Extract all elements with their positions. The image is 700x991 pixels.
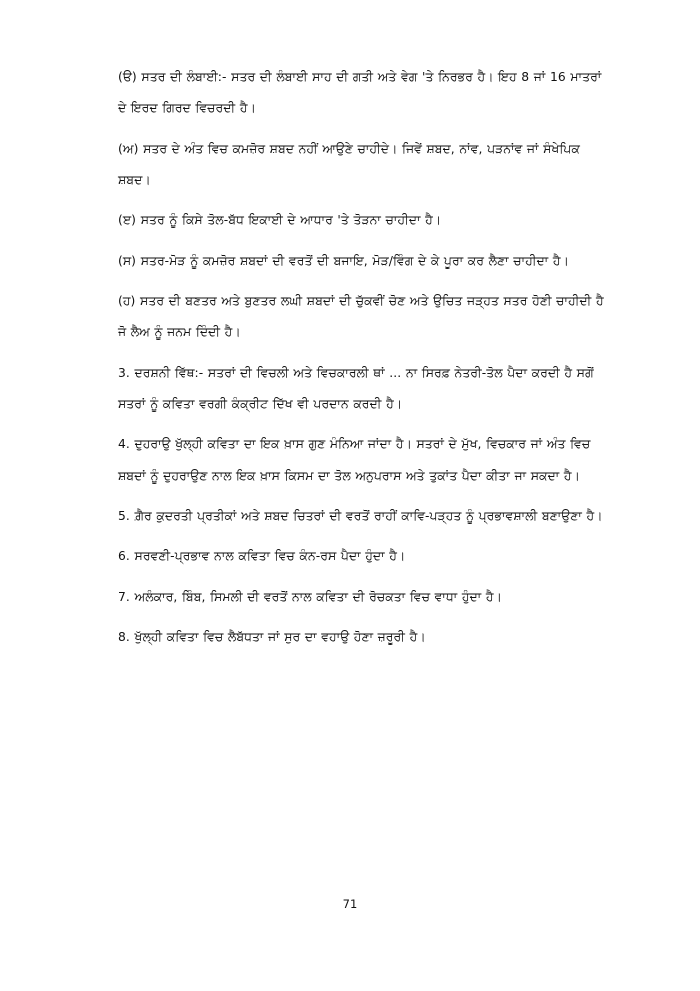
paragraph: (ੳ) ਸਤਰ ਦੀ ਲੰਬਾਈ:- ਸਤਰ ਦੀ ਲੰਬਾਈ ਸਾਹ ਦੀ ਗਤੀ ਅਤੇ ਵੇਗ 'ਤੇ ਨਿਰਭਰ ਹੈ। ਇਹ 8 ਜਾਂ 16 ਮਾਤਰਾਂ ਦੇ ਇਰਦ ਗਿਰਦ ਵਿਚਰਦੀ ਹੈ। [118, 70, 602, 116]
paragraph: (ਅ) ਸਤਰ ਦੇ ਅੰਤ ਵਿਚ ਕਮਜ਼ੋਰ ਸ਼ਬਦ ਨਹੀਂ ਆਉਣੇ ਚਾਹੀਦੇ। ਜਿਵੇਂ ਸ਼ਬਦ, ਨਾਂਵ, ਪੜਨਾਂਵ ਜਾਂ ਸੰਖੇਪਿਕ ਸ਼ਬਦ। [118, 141, 580, 188]
page-number: 71 [342, 897, 358, 911]
paragraph: 7. ਅਲੰਕਾਰ, ਬਿੰਬ, ਸਿਮਲੀ ਦੀ ਵਰਤੋਂ ਨਾਲ ਕਵਿਤਾ ਦੀ ਰੋਚਕਤਾ ਵਿਚ ਵਾਧਾ ਹੁੰਦਾ ਹੈ। [118, 589, 502, 604]
paragraph: 5. ਗ਼ੈਰ ਕੁਦਰਤੀ ਪ੍ਰਤੀਕਾਂ ਅਤੇ ਸ਼ਬਦ ਚਿਤਰਾਂ ਦੀ ਵਰਤੋਂ ਰਾਹੀਂ ਕਾਵਿ-ਪੜ੍ਹਤ ਨੂੰ ਪ੍ਰਭਾਵਸ਼ਾਲੀ ਬਣਾਉਣਾ ਹੈ। [118, 509, 603, 524]
paragraph: (ੲ) ਸਤਰ ਨੂੰ ਕਿਸੇ ਤੋਲ-ਬੱਧ ਇਕਾਈ ਦੇ ਆਧਾਰ 'ਤੇ ਤੋੜਨਾ ਚਾਹੀਦਾ ਹੈ। [118, 213, 442, 228]
paragraph: (ਹ) ਸਤਰ ਦੀ ਬਣਤਰ ਅਤੇ ਬੁਣਤਰ ਲਘੀ ਸ਼ਬਦਾਂ ਦੀ ਚੁੱਕਵੀਂ ਚੋਣ ਅਤੇ ਉਚਿਤ ਜੜ੍ਹਤ ਸਤਰ ਹੋਣੀ ਚਾਹੀਦੀ ਹੈ ਜੋ ਲੈਅ ਨੂੰ ਜਨਮ ਦਿੰਦੀ ਹੈ। [118, 294, 604, 340]
paragraph: 4. ਦੁਹਰਾਉ ਖੁੱਲ੍ਹੀ ਕਵਿਤਾ ਦਾ ਇਕ ਖ਼ਾਸ ਗੁਣ ਮੰਨਿਆ ਜਾਂਦਾ ਹੈ। ਸਤਰਾਂ ਦੇ ਮੁੱਖ, ਵਿਚਕਾਰ ਜਾਂ ਅੰਤ ਵਿਚ ਸ਼ਬਦਾਂ ਨੂੰ ਦੁਹਰਾਉਣ ਨਾਲ ਇਕ ਖ਼ਾਸ ਕਿਸਮ ਦਾ ਤੋਲ ਅਨੁਪਰਾਸ ਅਤੇ ਤੁਕਾਂਤ ਪੈਦਾ ਕੀਤਾ ਜਾ ਸਕਦਾ ਹੈ। [118, 437, 591, 483]
paragraph: 8. ਖੁੱਲ੍ਹੀ ਕਵਿਤਾ ਵਿਚ ਲੈਬੱਧਤਾ ਜਾਂ ਸੁਰ ਦਾ ਵਹਾਉ ਹੋਣਾ ਜ਼ਰੂਰੀ ਹੈ। [118, 630, 426, 645]
paragraph: 3. ਦਰਸ਼ਨੀ ਵਿੱਥ:- ਸਤਰਾਂ ਦੀ ਵਿਚਲੀ ਅਤੇ ਵਿਚਕਾਰਲੀ ਥਾਂ ... ਨਾ ਸਿਰਫ਼ ਨੇਤਰੀ-ਤੋਲ ਪੈਦਾ ਕਰਦੀ ਹੈ ਸਗੋਂ ਸਤਰਾਂ ਨੂੰ ਕਵਿਤਾ ਵਰਗੀ ਕੰਕ੍ਰੀਟ ਦਿੱਖ ਵੀ ਪਰਦਾਨ ਕਰਦੀ ਹੈ। [118, 365, 594, 412]
paragraph: 6. ਸਰਵਣੀ-ਪ੍ਰਭਾਵ ਨਾਲ ਕਵਿਤਾ ਵਿਚ ਕੰਨ-ਰਸ ਪੈਦਾ ਹੁੰਦਾ ਹੈ। [118, 549, 406, 564]
document-body [118, 62, 610, 663]
paragraph: (ਸ) ਸਤਰ-ਮੋੜ ਨੂੰ ਕਮਜ਼ੋਰ ਸ਼ਬਦਾਂ ਦੀ ਵਰਤੋਂ ਦੀ ਬਜਾਇ, ਮੋੜ/ਵਿੰਗ ਦੇ ਕੇ ਪੂਰਾ ਕਰ ਲੈਣਾ ਚਾਹੀਦਾ ਹੈ। [118, 253, 569, 268]
